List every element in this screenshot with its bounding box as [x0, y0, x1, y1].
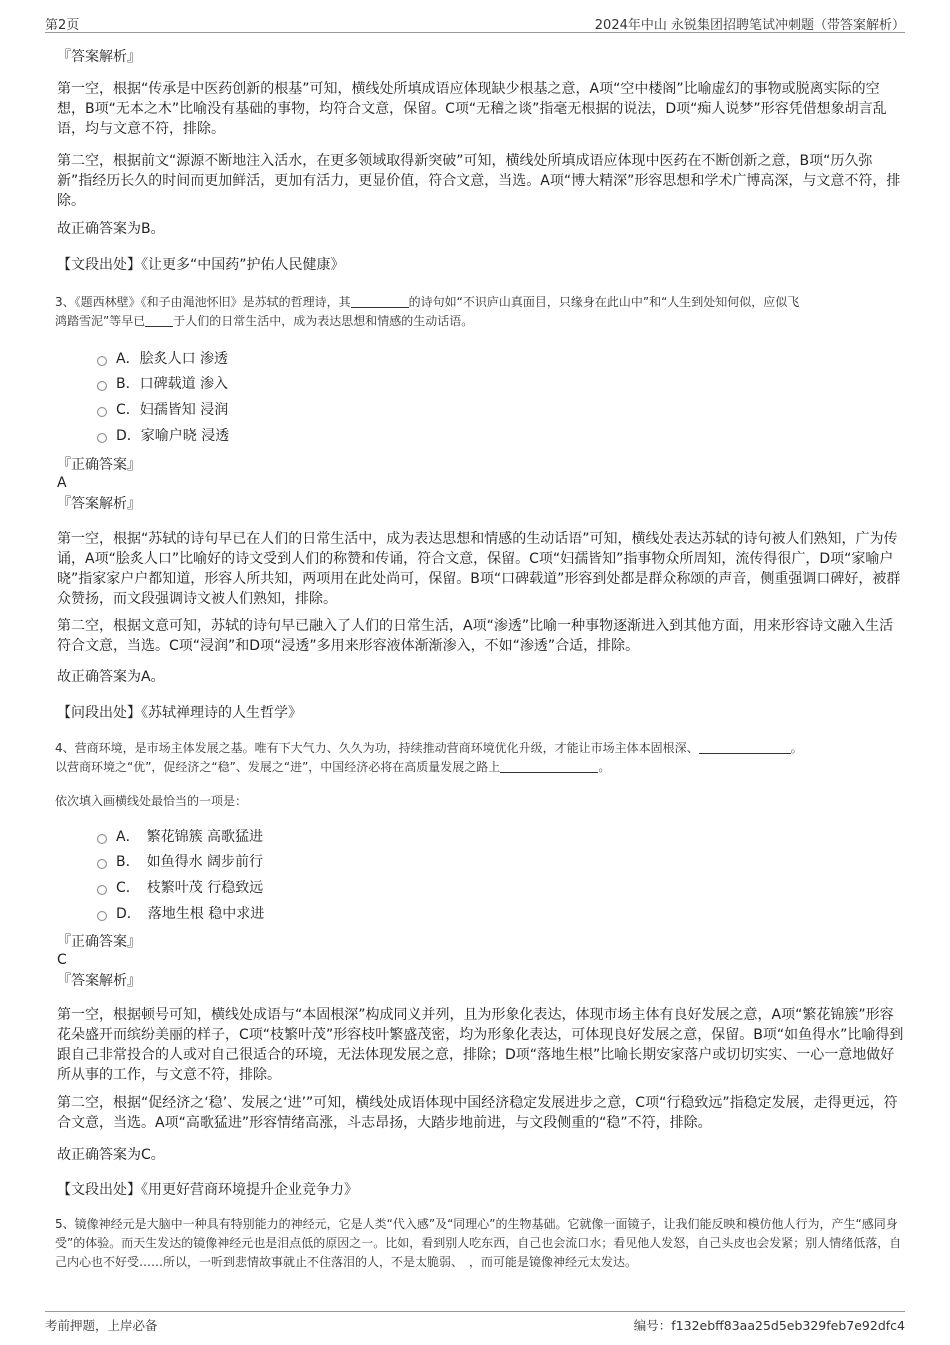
source-reference: 【文段出处】《让更多“中国药”护佑人民健康》	[57, 257, 345, 273]
conclusion: 故正确答案为A。	[57, 669, 165, 685]
radio-icon[interactable]	[97, 834, 107, 844]
correct-answer-label: 『正确答案』	[57, 934, 141, 950]
question-4-stem: 4、营商环境，是市场主体发展之基。唯有下大气力、久久为功，持续推动营商环境优化升级，才能让市场主体本固根深、 。 以营商环境之“优”，促经济之“稳”、发展之“进”，中国经济必将在高质量发展之路上 。	[55, 741, 803, 774]
analysis-paragraph: 第二空，根据“促经济之‘稳’、发展之‘进’”可知，横线处成语体现中国经济稳定发展进步之意，C项“行稳致远”指稳定发展，走得更远，符合文意，当选。A项“高歌猛进”形容情绪高涨，斗志昂扬，大踏步地前进，与文段侧重的“稳”不符，排除。	[57, 1095, 898, 1131]
fill-blank	[699, 741, 791, 754]
radio-icon[interactable]	[97, 381, 107, 391]
analysis-label: 『答案解析』	[57, 973, 141, 989]
radio-icon[interactable]	[97, 433, 107, 443]
document-id: 编号：f132ebff83aa25d5eb329feb7e92dfc4	[633, 1318, 905, 1333]
document-title: 2024年中山 永锐集团招聘笔试冲刺题（带答案解析）	[594, 18, 905, 33]
page-footer	[45, 1311, 905, 1336]
option-a[interactable]: A．脍炙人口 渗透	[97, 349, 228, 369]
fill-blank	[351, 295, 409, 308]
question-5-stem: 5、镜像神经元是大脑中一种具有特别能力的神经元，它是人类“代入感”及“同理心”的生物基础。它就像一面镜子，让我们能反映和模仿他人行为，产生“感同身受”的体验。而天生发达的镜像神经元也是泪点低的原因之一。比如，看到别人吃东西，自己也会流口水；看见他人发怒，自己头皮也会发紧；别人情绪低落，自己内心也不好受……所以，一听到悲情故事就止不住落泪的人，不是太脆弱、 ，而可能是镜像神经元太发达。	[55, 1217, 902, 1269]
page-number: 第2页	[45, 18, 80, 33]
option-b[interactable]: B．口碑载道 渗入	[97, 374, 228, 394]
conclusion: 故正确答案为C。	[57, 1147, 165, 1163]
correct-answer: C	[57, 952, 67, 968]
radio-icon[interactable]	[97, 859, 107, 869]
radio-icon[interactable]	[97, 356, 107, 366]
conclusion: 故正确答案为B。	[57, 221, 165, 237]
analysis-paragraph: 第一空，根据“苏轼的诗句早已在人们的日常生活中，成为表达思想和情感的生动话语”可知，横线处表达苏轼的诗句被人们熟知，广为传诵，A项“脍炙人口”比喻好的诗文受到人们的称赞和传诵，符合文意，保留。C项“妇孺皆知”指事物众所周知，流传得很广，D项“家喻户晓”指家家户户都知道，形容人所共知，两项用在此处尚可，保留。B项“口碑载道”形容到处都是群众称颂的声音，侧重强调口碑好，被群众赞扬，而文段强调诗文被人们熟知，排除。	[57, 531, 901, 607]
correct-answer-label: 『正确答案』	[57, 457, 141, 473]
option-d[interactable]: D． 落地生根 稳中求进	[97, 904, 264, 924]
radio-icon[interactable]	[97, 885, 107, 895]
analysis-paragraph: 第一空，根据“传承是中医药创新的根基”可知，横线处所填成语应体现缺少根基之意，A项“空中楼阁”比喻虚幻的事物或脱离实际的空想，B项“无本之木”比喻没有基础的事物，均符合文意，保留。C项“无稽之谈”指毫无根据的说法，D项“痴人说梦”形容凭借想象胡言乱语，均与文意不符，排除。	[57, 81, 887, 137]
footer-slogan: 考前押题，上岸必备	[45, 1318, 158, 1333]
option-a[interactable]: A． 繁花锦簇 高歌猛进	[97, 827, 263, 847]
radio-icon[interactable]	[97, 407, 107, 417]
fill-blank	[145, 314, 173, 327]
option-b[interactable]: B． 如鱼得水 阔步前行	[97, 852, 263, 872]
analysis-paragraph: 第二空，根据文意可知，苏轼的诗句早已融入了人们的日常生活，A项“渗透”比喻一种事物逐渐进入到其他方面，用来形容诗文融入生活符合文意，当选。C项“浸润”和D项“浸透”多用来形容液体渐渐渗入，不如“渗透”合适，排除。	[57, 618, 894, 654]
option-d[interactable]: D．家喻户晓 浸透	[97, 426, 229, 446]
analysis-label: 『答案解析』	[57, 49, 141, 65]
analysis-paragraph: 第二空，根据前文“源源不断地注入活水，在更多领域取得新突破”可知，横线处所填成语应体现中医药在不断创新之意，B项“历久弥新”指经历长久的时间而更加鲜活，更加有活力，更显价值，符合文意，当选。A项“博大精深”形容思想和学术广博高深，与文意不符，排除。	[57, 153, 901, 209]
correct-answer: A	[57, 475, 67, 491]
option-c[interactable]: C．妇孺皆知 浸润	[97, 400, 228, 420]
source-reference: 【文段出处】《用更好营商环境提升企业竞争力》	[57, 1182, 358, 1198]
fill-blank	[500, 760, 598, 773]
source-reference: 【问段出处】《苏轼禅理诗的人生哲学》	[57, 705, 302, 721]
analysis-paragraph: 第一空，根据顿号可知，横线处成语与“本固根深”构成同义并列，且为形象化表达，体现市场主体有良好发展之意，A项“繁花锦簇”形容花朵盛开而缤纷美丽的样子，C项“枝繁叶茂”形容枝叶繁盛茂密，均为形象化表达，可体现良好发展之意，保留。B项“如鱼得水”比喻得到跟自己非常投合的人或对自己很适合的环境，无法体现发展之意，排除；D项“落地生根”比喻长期安家落户或切切实实、一心一意地做好所从事的工作，与文意不符，排除。	[57, 1007, 904, 1083]
radio-icon[interactable]	[97, 911, 107, 921]
page-header	[45, 12, 905, 33]
question-3-stem: 3、《题西林壁》《和子由渑池怀旧》是苏轼的哲理诗，其 的诗句如“不识庐山真面目，只缘身在此山中”和“人生到处知何似，应似飞 鸿踏雪泥”等早已 于人们的日常生活中，成为表达思想和情感的生动话语。	[55, 295, 800, 328]
option-c[interactable]: C． 枝繁叶茂 行稳致远	[97, 878, 263, 898]
question-4-prompt: 依次填入画横线处最恰当的一项是：	[55, 794, 248, 808]
analysis-label: 『答案解析』	[57, 496, 141, 512]
